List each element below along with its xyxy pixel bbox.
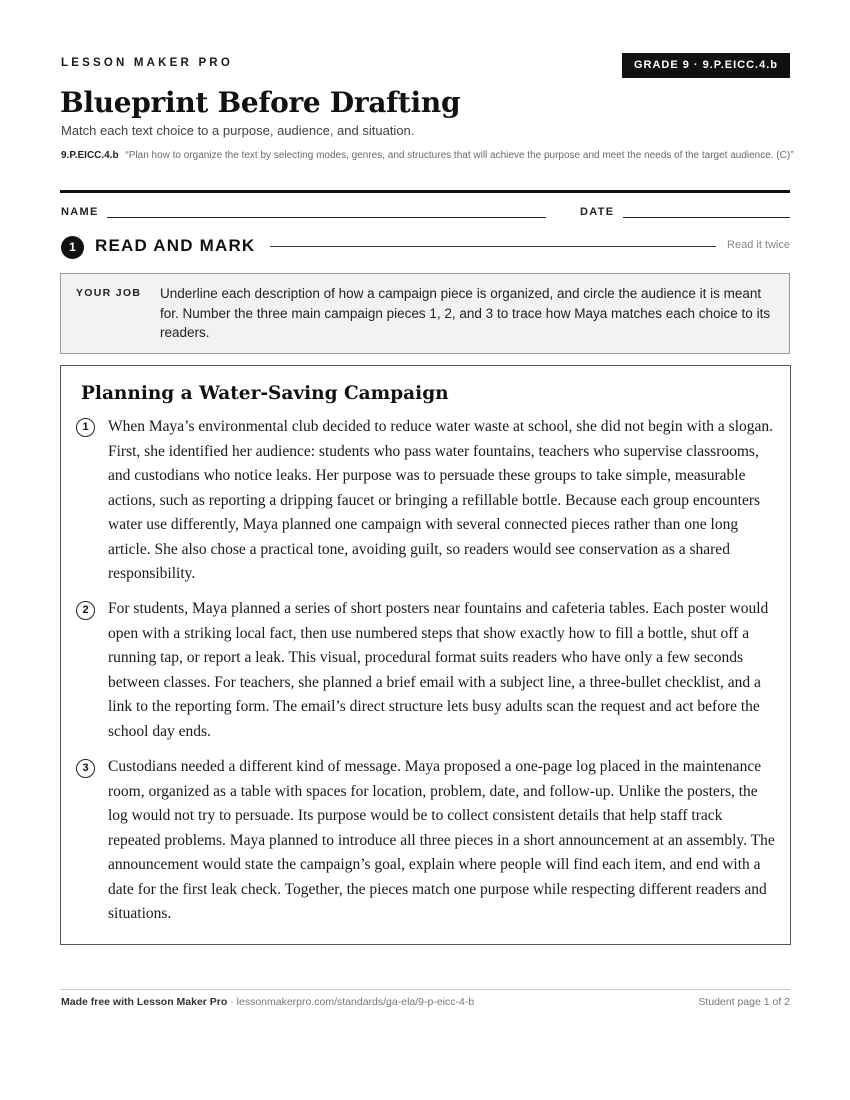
footer-url[interactable]: lessonmakerpro.com/standards/ga-ela/9-p-eicc-4-b (236, 996, 475, 1008)
section-title: READ AND MARK (95, 236, 256, 255)
section-number-badge: 1 (61, 236, 84, 259)
date-field[interactable] (623, 217, 790, 218)
paragraph-number-1: 1 (76, 418, 95, 437)
page-subtitle: Match each text choice to a purpose, audience, and situation. (61, 123, 415, 138)
passage-paragraph-3: Custodians needed a different kind of message. Maya proposed a one-page log placed in the maintenance room, organized as a table with spaces for location, problem, date, and follow-up. Unlike the posters, the log would not try to persuade. Its purpose would be to collect consistent details that help staff track repeated problems. Maya planned to introduce all three pieces in a short announcement at an assembly. The announcement would state the campaign’s goal, explain where people will find each item, and end with a date for the first leak check. Together, the pieces match one purpose while respecting different readers and situations. (108, 758, 775, 922)
standard-text: “Plan how to organize the text by selecting modes, genres, and structures that will achieve the purpose and meet the needs of the target audience. (C)” (125, 150, 794, 161)
passage-paragraph-2: For students, Maya planned a series of short posters near fountains and cafeteria tables. Each poster would open with a striking local fact, then use numbered steps that show exactly how to fill a bottle, shut off a running tap, or report a leak. This visual, procedural format suits readers who have only a few seconds between classes. For teachers, she planned a brief email with a subject line, a three-bullet checklist, and a link to the reporting form. The email’s direct structure lets busy adults scan the request and act before the school day ends. (108, 600, 769, 740)
job-label: YOUR JOB (76, 287, 142, 299)
passage-paragraph-1: When Maya’s environmental club decided to reduce water waste at school, she did not begin with a slogan. First, she identified her audience: students who pass water fountains, teachers who supervise classrooms, and custodians who notice leaks. Her purpose was to persuade these groups to take simple, measurable actions, such as reporting a dripping faucet or bringing a refillable bottle. Because each group encounters water use differently, Maya planned one campaign with several connected pieces rather than one long article. She also chose a practical tone, avoiding guilt, so readers would see conservation as a shared responsibility. (108, 418, 774, 582)
footer-divider (60, 989, 790, 990)
standard-description (61, 148, 796, 163)
footer-credit (61, 996, 474, 1008)
page-title: Blueprint Before Drafting (60, 86, 461, 119)
footer-made-with: Made free with Lesson Maker Pro (61, 996, 228, 1008)
job-instructions: Underline each description of how a campaign piece is organized, and circle the audience it is meant for. Number the three main campaign pieces 1, 2, and 3 to trace how Maya matches each choice to its readers. (160, 286, 771, 340)
header-divider (60, 190, 790, 193)
footer-page-number: Student page 1 of 2 (698, 996, 790, 1008)
name-field[interactable] (107, 217, 546, 218)
standard-code: 9.P.EICC.4.b (61, 150, 119, 161)
passage-title: Planning a Water-Saving Campaign (81, 383, 449, 404)
name-label: NAME (61, 206, 99, 218)
footer-separator: · (227, 996, 237, 1008)
paragraph-number-3: 3 (76, 759, 95, 778)
date-label: DATE (580, 206, 615, 218)
brand-name: LESSON MAKER PRO (61, 57, 233, 69)
section-divider (270, 246, 716, 247)
passage-box (60, 365, 791, 945)
paragraph-number-2: 2 (76, 601, 95, 620)
section-note: Read it twice (727, 239, 790, 251)
grade-badge: GRADE 9 · 9.P.EICC.4.b (622, 53, 790, 78)
job-box (60, 273, 790, 354)
